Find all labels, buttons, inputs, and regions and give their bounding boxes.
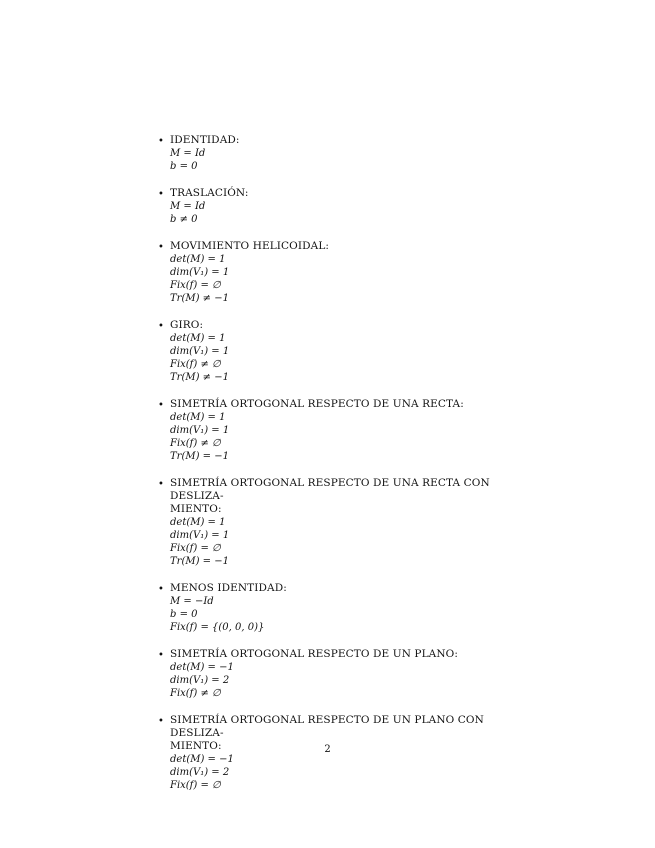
item-heading: SIMETRÍA ORTOGONAL RESPECTO DE UN PLANO CON DESLIZA-	[170, 714, 484, 739]
item-heading: SIMETRÍA ORTOGONAL RESPECTO DE UN PLANO:	[170, 648, 458, 660]
item-heading: MOVIMIENTO HELICOIDAL:	[170, 240, 330, 252]
bullet-icon: •	[158, 242, 164, 253]
condition-line: dim(V₁) = 1	[170, 267, 230, 278]
bullet-icon: •	[158, 189, 164, 200]
list-item	[158, 319, 538, 384]
condition-line: det(M) = 1	[170, 254, 226, 265]
movement-classification-list	[158, 134, 538, 806]
condition-line: Tr(M) = −1	[170, 556, 229, 567]
condition-line: b ≠ 0	[170, 214, 198, 225]
bullet-icon: •	[158, 136, 164, 147]
condition-line: det(M) = 1	[170, 412, 226, 423]
bullet-icon: •	[158, 584, 164, 595]
item-heading: GIRO:	[170, 319, 204, 331]
condition-line: Fix(f) = ∅	[170, 280, 221, 291]
item-heading-continuation: MIENTO:	[170, 740, 222, 752]
condition-line: Fix(f) ≠ ∅	[170, 359, 221, 370]
condition-line: M = Id	[170, 201, 206, 212]
condition-line: Tr(M) = −1	[170, 451, 229, 462]
list-item	[158, 648, 538, 700]
condition-line: Tr(M) ≠ −1	[170, 372, 229, 383]
item-heading: MENOS IDENTIDAD:	[170, 582, 287, 594]
item-heading-continuation: MIENTO:	[170, 503, 222, 515]
condition-line: Fix(f) ≠ ∅	[170, 688, 221, 699]
condition-line: det(M) = 1	[170, 333, 226, 344]
condition-line: dim(V₁) = 2	[170, 675, 230, 686]
bullet-icon: •	[158, 716, 164, 727]
condition-line: det(M) = −1	[170, 662, 234, 673]
item-heading: TRASLACIÓN:	[170, 187, 249, 199]
condition-line: det(M) = 1	[170, 517, 226, 528]
list-item	[158, 398, 538, 463]
page-number: 2	[324, 744, 331, 755]
condition-line: dim(V₁) = 1	[170, 346, 230, 357]
condition-line: dim(V₁) = 1	[170, 530, 230, 541]
item-heading: SIMETRÍA ORTOGONAL RESPECTO DE UNA RECTA:	[170, 398, 464, 410]
list-item	[158, 477, 538, 568]
condition-line: Fix(f) = {(0, 0, 0)}	[170, 622, 265, 633]
condition-line: Fix(f) ≠ ∅	[170, 438, 221, 449]
list-item	[158, 240, 538, 305]
condition-line: Fix(f) = ∅	[170, 780, 221, 791]
condition-line: det(M) = −1	[170, 754, 234, 765]
item-heading: SIMETRÍA ORTOGONAL RESPECTO DE UNA RECTA CON DESLIZA-	[170, 477, 490, 502]
bullet-icon: •	[158, 321, 164, 332]
condition-line: Fix(f) = ∅	[170, 543, 221, 554]
condition-line: M = Id	[170, 148, 206, 159]
bullet-icon: •	[158, 650, 164, 661]
bullet-icon: •	[158, 400, 164, 411]
condition-line: M = −Id	[170, 596, 214, 607]
condition-line: Tr(M) ≠ −1	[170, 293, 229, 304]
condition-line: dim(V₁) = 1	[170, 425, 230, 436]
list-item	[158, 187, 538, 226]
condition-line: b = 0	[170, 609, 198, 620]
list-item	[158, 582, 538, 634]
condition-line: b = 0	[170, 161, 198, 172]
bullet-icon: •	[158, 479, 164, 490]
condition-line: dim(V₁) = 2	[170, 767, 230, 778]
list-item	[158, 134, 538, 173]
item-heading: IDENTIDAD:	[170, 134, 240, 146]
